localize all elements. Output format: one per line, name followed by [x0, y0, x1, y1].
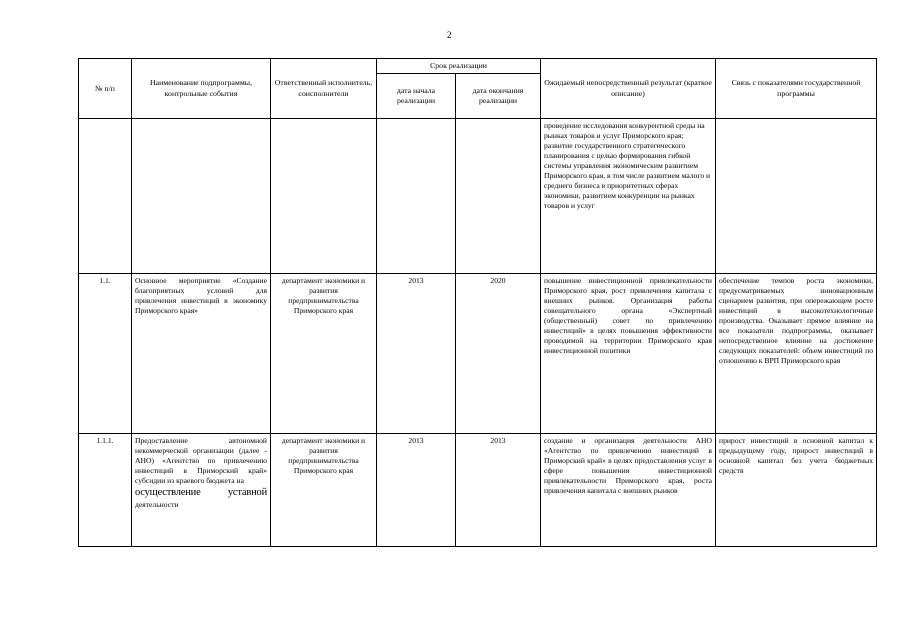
cell-responsible: департамент экономики и развития предпринимательства Приморского края: [271, 434, 377, 547]
header-responsible: Ответственный исполнитель, соисполнители: [271, 59, 377, 119]
page-number: 2: [447, 30, 452, 40]
program-table: [78, 58, 877, 547]
cell-link: прирост инвестиций в основной капитал к предыдущему году, прирост инвестиций в основной капитал без учета бюджетных средств: [716, 434, 877, 547]
cell-name-tail: осуществление уставной: [135, 487, 267, 499]
cell-start: [377, 119, 456, 274]
cell-name-text: Предоставление автономной некоммерческой организации (далее - АНО) «Агентство по привлечению инвестиций в Приморский край» субсидии из краевого бюджета на: [135, 436, 267, 486]
cell-link: [716, 119, 877, 274]
cell-start: 2013: [377, 274, 456, 434]
cell-num: [79, 119, 132, 274]
header-start: дата начала реализации: [377, 74, 456, 119]
cell-end: 2020: [456, 274, 541, 434]
cell-result: повышение инвестиционной привлекательности Приморского края, рост привлечения капитала с внешних рынков. Организация работы совещательного органа «Экспертный (общественный) совет по привлечению инвестиций» в целях повышения эффективности проводимой на территории Приморского края инвестиционной политики: [541, 274, 716, 434]
cell-end: 2013: [456, 434, 541, 547]
table-row: [79, 119, 877, 274]
cell-responsible: департамент экономики и развития предпринимательства Приморского края: [271, 274, 377, 434]
header-result: Ожидаемый непосредственный результат (краткое описание): [541, 59, 716, 119]
cell-name: Основное мероприятие «Создание благоприятных условий для привлечения инвестиций в экономику Приморского края»: [132, 274, 271, 434]
header-period: Срок реализации: [377, 59, 541, 74]
header-num: № п/п: [79, 59, 132, 119]
cell-name: [132, 119, 271, 274]
header-name: Наименование подпрограммы, контрольные события: [132, 59, 271, 119]
cell-link: обеспечение темпов роста экономики, предусматриваемых инновационным сценарием развития, при опережающем росте инвестиций в высокотехнологичные производства. Оказывает прямое влияние на все показатели подпрограммы, оказывает непосредственное влияние на достижение следующих показателей: объем инвестиций по отношению к ВРП Приморского края: [716, 274, 877, 434]
cell-num: 1.1.: [79, 274, 132, 434]
table-row: [79, 274, 877, 434]
table-row: [79, 434, 877, 547]
header-end: дата окончания реализации: [456, 74, 541, 119]
header-link: Связь с показателями государственной программы: [716, 59, 877, 119]
header-row: [79, 59, 877, 74]
cell-responsible: [271, 119, 377, 274]
cell-name: [132, 434, 271, 547]
cell-result: создание и организация деятельности АНО «Агентство по привлечению инвестиций в Приморский край» в целях предоставления услуг в сфере повышения инвестиционной привлекательности Приморского края, роста привлечения капитала с внешних рынков: [541, 434, 716, 547]
cell-end: [456, 119, 541, 274]
cell-start: 2013: [377, 434, 456, 547]
cell-result: проведение исследования конкурентной среды на рынках товаров и услуг Приморского края; развитие государственного стратегического планирования с целью формирования гибкой системы управления экономическим развитием Приморского края, в том числе развитием малого и среднего бизнеса в приоритетных сферах экономики, развитием конкуренции на рынках товаров и услуг: [541, 119, 716, 274]
cell-num: 1.1.1.: [79, 434, 132, 547]
cell-name-end: деятельности: [135, 500, 179, 510]
